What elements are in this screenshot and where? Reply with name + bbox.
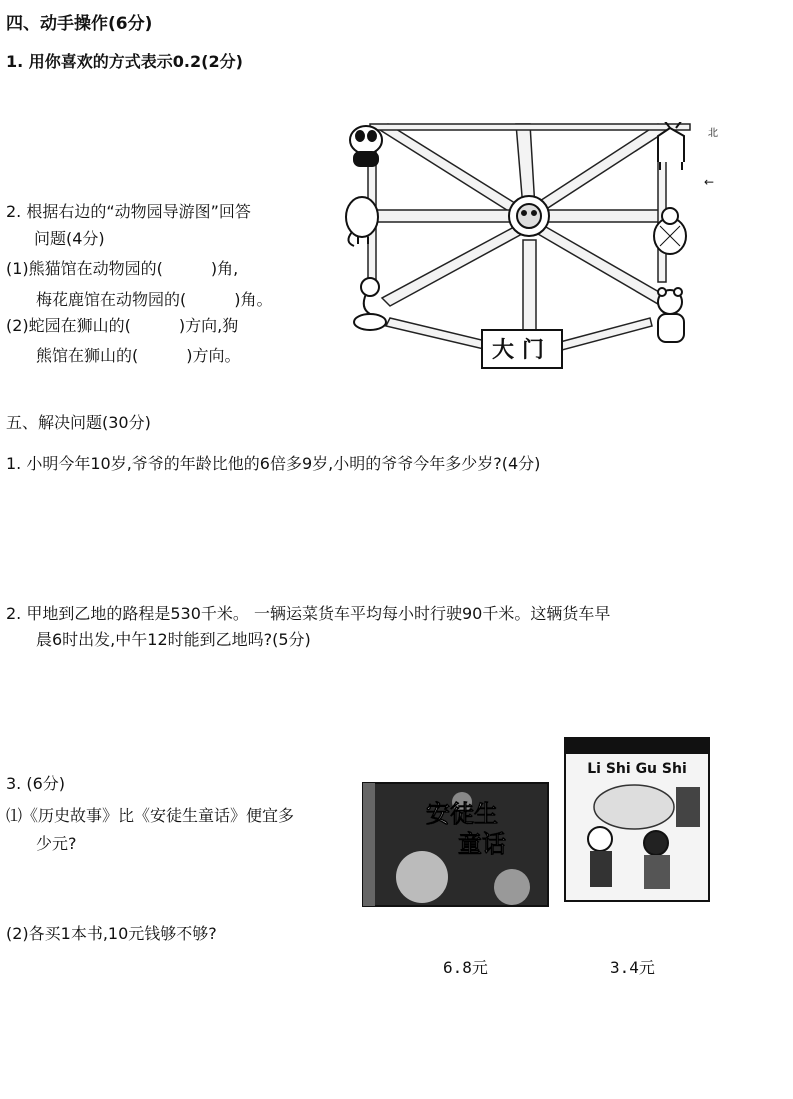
question-4-2-2b: 熊馆在狮山的( )方向。 <box>36 346 241 365</box>
question-5-3-title: 3. (6分) <box>6 774 66 793</box>
ring-bottom-right <box>560 318 652 350</box>
book2-pinyin-title: Li Shi Gu Shi <box>587 761 687 777</box>
book1-title-line1: 安徒生 <box>426 800 498 828</box>
book-history-cover <box>564 737 710 902</box>
question-5-1: 1. 小明今年10岁,爷爷的年龄比他的6倍多9岁,小明的爷爷今年多少岁?(4分) <box>6 454 541 473</box>
ring-top <box>370 124 690 130</box>
question-4-2-1a: (1)熊猫馆在动物园的( )角, <box>6 259 239 278</box>
direction-arrow: ← <box>704 175 715 189</box>
ring-bottom-left <box>386 318 490 350</box>
lion-icon <box>509 196 549 236</box>
question-5-2-line2: 晨6时出发,中午12时能到乙地吗?(5分) <box>36 630 311 649</box>
road-e <box>544 210 660 222</box>
question-5-2-line1: 2. 甲地到乙地的路程是530千米。 一辆运菜货车平均每小时行驶90千米。这辆货车早 <box>6 604 611 623</box>
question-4-2-2a: (2)蛇园在狮山的( )方向,狗 <box>6 316 239 335</box>
question-5-3-1b: 少元? <box>36 834 77 853</box>
book-andersen-cover <box>362 782 549 907</box>
section5-title: 五、解决问题(30分) <box>6 413 151 432</box>
road-ne <box>526 124 668 217</box>
north-marker: 北 <box>708 128 718 139</box>
bear-icon <box>658 288 684 342</box>
road-nw <box>380 124 526 217</box>
road-se <box>538 227 666 304</box>
book1-price: 6.8元 <box>443 958 488 977</box>
question-5-3-2: (2)各买1本书,10元钱够不够? <box>6 924 217 943</box>
question-4-2-1b: 梅花鹿馆在动物园的( )角。 <box>36 290 273 309</box>
question-4-2-line1: 2. 根据右边的“动物园导游图”回答 <box>6 202 251 221</box>
question-4-1: 1. 用你喜欢的方式表示0.2(2分) <box>6 52 243 71</box>
question-4-2-line2: 问题(4分) <box>34 229 105 248</box>
book2-price: 3.4元 <box>610 958 655 977</box>
book1-title-line2: 童话 <box>458 830 506 858</box>
snake-icon <box>354 278 386 330</box>
gate-label: 大门 <box>491 338 553 363</box>
zoo-guide-map <box>340 122 720 374</box>
section4-title: 四、动手操作(6分) <box>6 14 153 34</box>
question-5-3-1a: ⑴《历史故事》比《安徒生童话》便宜多 <box>6 806 295 825</box>
road-w <box>365 210 510 222</box>
road-sw <box>382 227 522 306</box>
panda-icon <box>350 126 382 166</box>
road-s <box>523 240 536 334</box>
